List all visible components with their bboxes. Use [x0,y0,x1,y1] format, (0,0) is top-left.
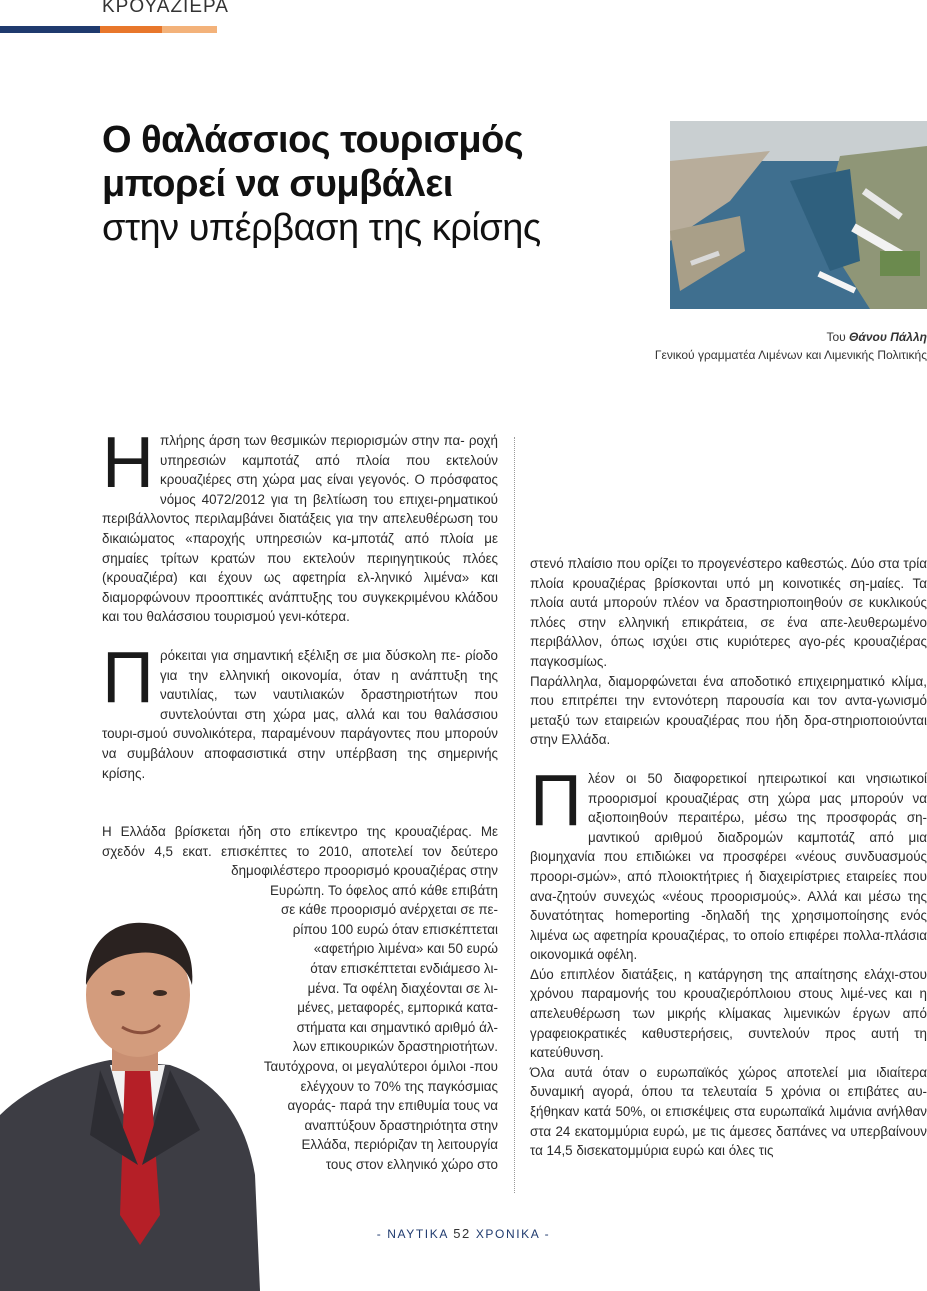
byline [527,328,927,364]
title-line-2: μπορεί να συμβάλει [102,163,453,205]
text-line: αναπτύξουν δραστηριότητα στην [304,1117,498,1133]
port-aerial-photo [670,121,927,309]
text-line: αγοράς- παρά την επιθυμία τους να [287,1098,498,1114]
paragraph: Παράλληλα, διαμορφώνεται ένα αποδοτικό επιχειρηματικό κλίμα, που επιτρέπει την εντονότερη παρουσία και τον αντα-γωνισμό μεταξύ των εταιρειών κρουαζιέρας που ήδη δρα-στηριοποιούνται στην Ελλάδα. [530,673,927,748]
text-line: μένα. Τα οφέλη διαχέονται σε λι- [307,980,498,996]
text-line: δημοφιλέστερο προορισμό κρουαζιέρας στην [231,863,498,878]
text-line: στήματα και σημαντικό αριθμό άλ- [296,1019,498,1035]
left-column [102,423,498,783]
footer-left: - ΝΑΥΤΙΚΑ [376,1227,449,1241]
page-footer [0,1226,927,1241]
text-line: Ευρώπη. Το όφελος από κάθε επιβάτη [269,882,498,898]
text-wrap-block [102,822,498,861]
header-bar-peach [162,26,217,33]
text-line: τους στον ελληνικό χώρο στο [325,1156,498,1172]
text-line: Ταυτόχρονα, οι μεγαλύτεροι όμιλοι -που [263,1058,498,1074]
drop-cap: Π [530,760,582,841]
text-line: όταν επισκέπτεται ενδιάμεσο λι- [310,960,498,976]
paragraph: στενό πλαίσιο που ορίζει το προγενέστερο καθεστώς. Δύο στα τρία πλοία κρουαζιέρας βρίσκονται υπό μη κοινοτικές ση-μαίες. Τα πλοία αυτά μπορούν πλέον να δραστηριοποιηθούν σε κυκλικούς πλόες στην ελληνική επικράτεια, σε ένα απε-λευθερωμένο περιβάλλον, όπως ισχύει στις κυριότερες αγο-ρές κρουαζιέρας παγκοσμίως. [530,556,927,669]
header-bar-navy [0,26,100,33]
article-title [102,118,541,250]
footer-right: ΧΡΟΝΙΚΑ - [475,1227,551,1241]
text-line: Η Ελλάδα βρίσκεται ήδη στο επίκεντρο της κρουαζιέρας. Με [102,824,498,839]
paragraph: Η πλήρης άρση των θεσμικών περιορισμών στην πα- ροχή υπηρεσιών καμποτάζ από πλοία που εκτελούν κρουαζιέρες στη χώρα μας είναι γεγονός. Ο πρόσφατος νόμος 4072/2012 για τη βελτίωση του επιχει-ρηματικού περιβάλλοντος περιλαμβάνει διατάξεις για την απελευθέρωση του δικαιώματος «παροχής υπηρεσιών κα-μποτάζ από πλοία με σημαίες τρίτων κρατών που εκτελούν περιηγητικούς πλόες (κρουαζιέρα) και έχουν ως αφετηρία ελ-ληνικό λιμένα» και διαμορφώνουν προοπτικές ανάπτυξης του συγκεκριμένου κλάδου και του θαλάσσιου τουρισμού γενι-κότερα. [102,423,498,625]
drop-cap: Π [102,637,154,718]
paragraph: Δύο επιπλέον διατάξεις, η κατάργηση της απαίτησης ελάχι-στου χρόνου παραμονής του κρουαζιερόπλοιου στους λιμέ-νες και η απελευθέρωση των μικρής κλίμακας λιμενικών έργων από γραφειοκρατικές καθυστερήσεις, συντελούν προς αυτή τη κατεύθυνση. [530,966,927,1061]
paragraph: Π ρόκειται για σημαντική εξέλιξη σε μια δύσκολη πε- ρίοδο για την ελληνική οικονομία, όταν η ανάπτυξη της ναυτιλίας, των ναυτιλιακών δραστηριοτήτων που συντελούνται στη χώρα μας, αλλά και του θαλάσσιου τουρι-σμού συνολικότερα, παραμένουν παράγοντες που μπορούν να συμβάλουν αποφασιστικά στην υπέρβαση της σημερινής κρίσης. [102,637,498,781]
text-line: μένες, μεταφορές, εμπορικά κατα- [297,1000,498,1016]
text-line: ελέγχουν το 70% της παγκόσμιας [300,1078,498,1094]
paragraph: Όλα αυτά όταν ο ευρωπαϊκός χώρος αποτελεί μια ιδιαίτερα δυναμική αγορά, όπου τα τελευταία 5 χρόνια οι επιβάτες αυ-ξήθηκαν κατά 50%, οι επισκέψεις στα ευρωπαϊκά λιμάνια ανήλθαν στα 24 εκατομμύρια ευρώ, με τις άμεσες δαπάνες να υπερβαίνουν τα 14,5 δισεκατομμύρια ευρώ και όλες τις [530,1064,927,1159]
byline-author: Θάνου Πάλλη [849,330,927,344]
paragraph: Π λέον οι 50 διαφορετικοί ηπειρωτικοί και νησιωτικοί προορισμοί κρουαζιέρας στη χώρα μας μπορούν να αξιοποιηθούν περαιτέρω, μέσω της προσφοράς ση- μαντικού αριθμού διαδρομών καμποτάζ από μια βιομηχανία που επιδιώκει να προσφέρει «νέους συνδυασμούς προορι-σμών», από πλοιοκτήτριες ή διαχειρίστριες εταιρείες που ανα-ζητούν συνεχώς «νέους προορισμούς». Αλλά και μέσω της δυνατότητας homeporting -δηλαδή της χρησιμοποίησης ενός λιμένα ως αφετηρία κρουαζιέρας, το οποίο επιφέρει πολλα-πλάσια οικονομικά οφέλη. [530,760,927,963]
text-line: σχεδόν 4,5 εκατ. επισκέπτες το 2010, αποτελεί τον δεύτερο [102,843,498,859]
text-line: σε κάθε προορισμό ανέρχεται σε πε- [280,902,498,918]
title-line-1: Ο θαλάσσιος τουρισμός [102,119,524,161]
column-divider [514,437,515,1193]
text-line: «αφετήριο λιμένα» και 50 ευρώ [313,941,498,957]
header-bar-orange [100,26,162,33]
section-label: ΚΡΟΥΑΖΙΕΡΑ [102,0,229,17]
drop-cap: Η [102,423,154,503]
text-line: Ελλάδα, περιόριζαν τη λειτουργία [301,1137,498,1153]
text-line: λων επικουρικών δραστηριοτήτων. [292,1039,498,1055]
text-line: ρίπου 100 ευρώ όταν επισκέπτεται [292,921,498,937]
byline-role: Γενικού γραμματέα Λιμένων και Λιμενικής Πολιτικής [654,348,927,362]
right-column [530,554,927,1161]
byline-prefix: Του [826,330,846,344]
title-line-3: στην υπέρβαση της κρίσης [102,207,541,249]
page-number: 52 [453,1226,471,1241]
